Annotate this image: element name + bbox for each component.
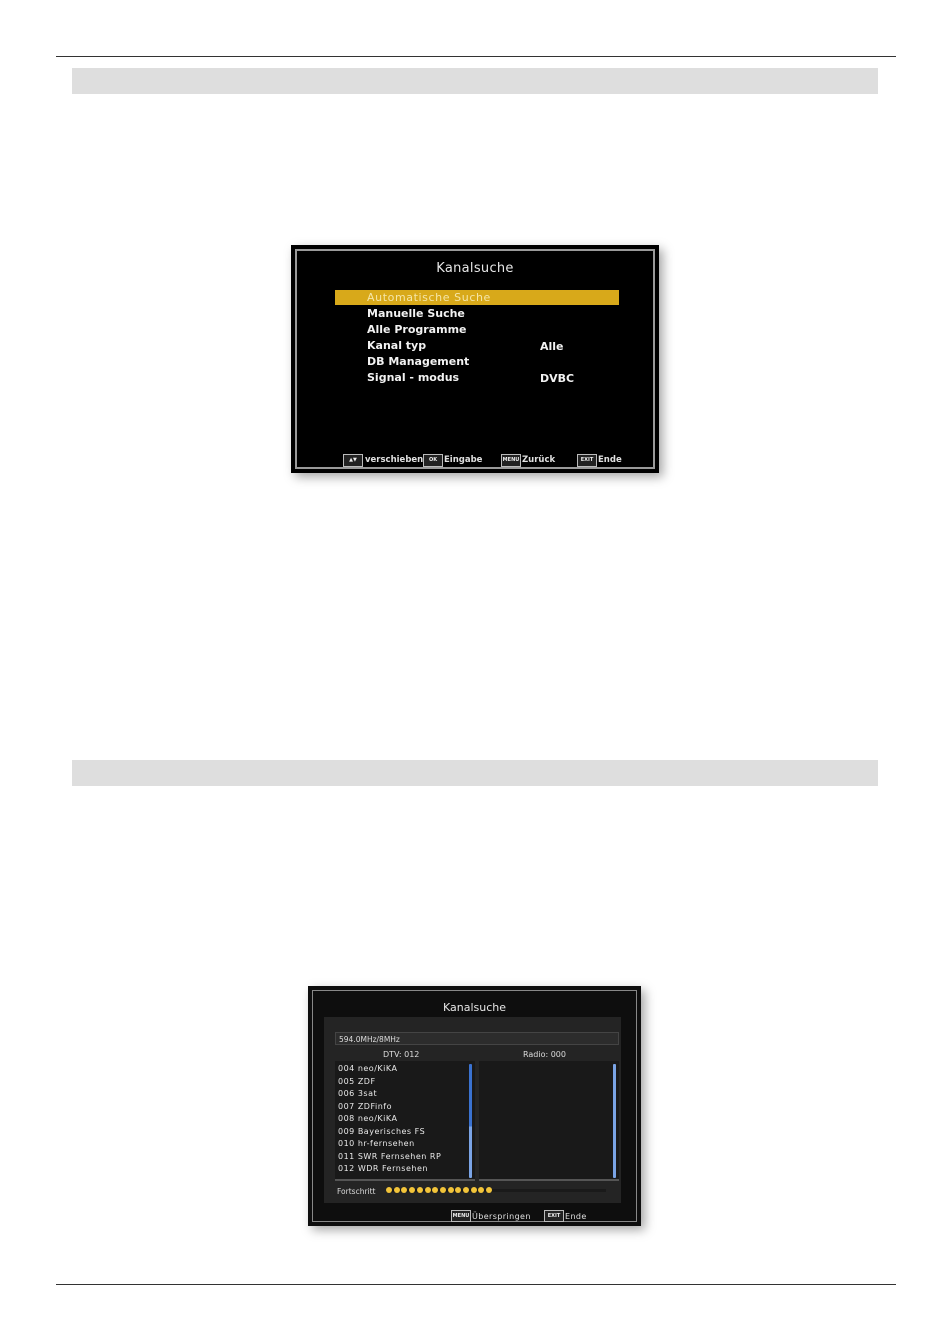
list-item: 009 Bayerisches FS [338,1126,426,1136]
list-item: 008 neo/KiKA [338,1114,398,1123]
progress-dot [463,1187,469,1193]
progress-dot [386,1187,392,1193]
progress-dot [471,1187,477,1193]
menu-item-automatic-search[interactable]: Automatische Suche [367,291,491,304]
progress-dot [409,1187,415,1193]
menu-item-all-programs[interactable]: Alle Programme [367,323,467,336]
footer-exit-label: Ende [565,1212,587,1221]
screenshot-channel-search-menu [291,245,659,473]
top-rule [56,56,896,57]
tv-list-scrollbar[interactable] [469,1064,472,1178]
menu-item-channel-type[interactable]: Kanal typ [367,339,427,352]
list-item: 011 SWR Fernsehen RP [338,1151,442,1161]
radio-list-scrollbar[interactable] [613,1064,616,1178]
progress-dot [394,1187,400,1193]
screen-frame [295,249,655,469]
list-item: 006 3sat [338,1089,378,1098]
ok-key-icon: OK [423,454,443,467]
frequency-field: 594.0MHz/8MHz [335,1032,619,1045]
section-header-band-2 [72,760,878,786]
radio-channel-list[interactable] [479,1061,619,1181]
footer-skip-label: Überspringen [472,1212,531,1221]
list-item: 005 ZDF [338,1076,376,1086]
exit-key-icon: EXIT [577,454,597,467]
progress-dot [401,1187,407,1193]
section-header-band-1 [72,68,878,94]
progress-dot [455,1187,461,1193]
footer-move-label: verschieben [365,455,424,465]
list-item: 004 neo/KiKA [338,1064,398,1073]
progress-dot [448,1187,454,1193]
screen-frame [312,990,637,1222]
progress-dot [478,1187,484,1193]
screen-title: Kanalsuche [442,1001,507,1014]
list-item: 007 ZDFinfo [338,1101,392,1111]
list-item: 010 hr-fernsehen [338,1139,415,1148]
menu-key-icon: MENU [451,1210,471,1222]
menu-key-icon: MENU [501,454,521,467]
footer-back-label: Zurück [522,455,556,465]
menu-item-signal-mode[interactable]: Signal - modus [367,371,460,384]
menu-item-manual-search[interactable]: Manuelle Suche [367,307,465,320]
screenshot-channel-search-progress [308,986,641,1226]
footer-ok-label: Eingabe [444,455,483,465]
progress-label: Fortschritt [337,1187,376,1196]
list-item: 012 WDR Fernsehen [338,1164,428,1173]
progress-dot [440,1187,446,1193]
bottom-rule [56,1284,896,1285]
channel-type-value: Alle [540,340,564,353]
signal-mode-value: DVBC [540,372,575,385]
progress-dot [425,1187,431,1193]
progress-dot [417,1187,423,1193]
dtv-count: DTV: 012 [383,1050,420,1059]
progress-dot [486,1187,492,1193]
updown-key-icon: ▲▼ [343,454,363,467]
progress-dot [432,1187,438,1193]
progress-bar [386,1187,606,1194]
menu-item-db-management[interactable]: DB Management [367,355,470,368]
footer-exit-label: Ende [598,455,622,465]
radio-count: Radio: 000 [523,1050,566,1059]
exit-key-icon: EXIT [544,1210,564,1222]
tv-channel-list[interactable] [335,1061,475,1181]
screen-title: Kanalsuche [436,261,514,276]
